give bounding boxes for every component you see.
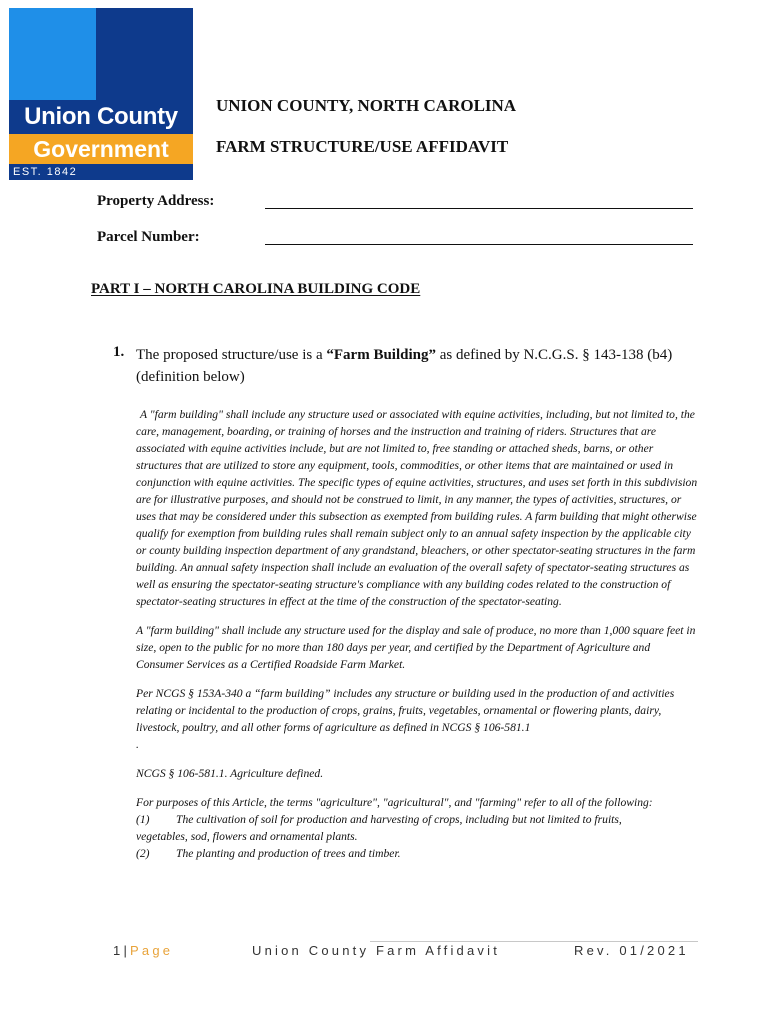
document-title-county: UNION COUNTY, NORTH CAROLINA <box>216 96 517 115</box>
property-address-line[interactable] <box>265 208 693 209</box>
item-1-text: The proposed structure/use is a “Farm Building” as defined by N.C.G.S. § 143-138 (b4) (definition below) <box>136 347 673 385</box>
definition-paragraph-purposes: For purposes of this Article, the terms "agriculture", "agricultural", and "farming" refer to all of the following: <box>136 796 653 809</box>
parcel-number-line[interactable] <box>265 244 693 245</box>
logo-line2: Government <box>9 134 193 164</box>
document-title-affidavit: FARM STRUCTURE/USE AFFIDAVIT <box>216 137 509 156</box>
union-county-logo <box>9 8 193 180</box>
definition-paragraph-equine: A "farm building" shall include any structure used or associated with equine activities, including, but not limited to, the care, management, boarding, or training of horses and the instruction and training of riders. Structures that are associated with equine activities include, but are not limited to, free standing or attached sheds, barns, or other structures that are utilized to store any equipment, tools, commodities, or other items that are maintained or used in conjunction with equine activities. The specific types of equine activities, structures, and uses set forth in this subdivision are for illustrative purposes, and should not be construed to limit, in any manner, the types of activities, structures, or uses that may be considered under this subsection as exempted from building rules. A farm building that might otherwise qualify for exemption from building rules shall remain subject only to an annual safety inspection by the applicable city or county building inspection department of any grandstand, bleachers, or other spectator-seating structures in the farm building. An annual safety inspection shall include an evaluation of the overall safety of spectator-seating structures as well as ensuring the spectator-seating structure's compliance with any building codes related to the construction of spectator-seating structures in effect at the time of the construction of the spectator-seating. <box>136 408 698 608</box>
definition-paragraph-ncgs: Per NCGS § 153A-340 a “farm building” includes any structure or building used in the production of and activities relating or incidental to the production of crops, grains, fruits, vegetables, ornamental or flowering plants, dairy, livestock, poultry, and all other forms of agriculture as defined in NCGS § 106-581.1 <box>136 687 675 734</box>
property-address-label: Property Address: <box>97 193 215 209</box>
footer-divider <box>370 941 698 942</box>
logo-graphic <box>9 8 193 100</box>
item-number: 1. <box>113 344 125 360</box>
list-item-continuation: vegetables, sod, flowers and ornamental plants. <box>136 830 358 843</box>
part1-heading: PART I – NORTH CAROLINA BUILDING CODE <box>91 281 421 297</box>
definition-paragraph-market: A "farm building" shall include any structure used for the display and sale of produce, no more than 1,000 square feet in size, open to the public for no more than 180 days per year, and certified by the Department of Agriculture and Consumer Services as a Certified Roadside Farm Market. <box>136 624 696 671</box>
footer-revision: Rev. 01/2021 <box>574 943 689 958</box>
logo-line1: Union County <box>9 100 193 134</box>
list-item: (1) The cultivation of soil for production and harvesting of crops, including but not limited to fruits, <box>136 813 622 826</box>
definition-dot: . <box>136 738 139 751</box>
footer-page-number: 1|Page <box>113 943 174 958</box>
footer-document-name: Union County Farm Affidavit <box>252 943 501 958</box>
definition-agriculture-heading: NCGS § 106-581.1. Agriculture defined. <box>136 767 324 780</box>
list-item: (2) The planting and production of trees and timber. <box>136 847 401 860</box>
parcel-number-label: Parcel Number: <box>97 229 200 245</box>
definition-text <box>136 406 698 862</box>
logo-line3: EST. 1842 <box>9 164 193 180</box>
